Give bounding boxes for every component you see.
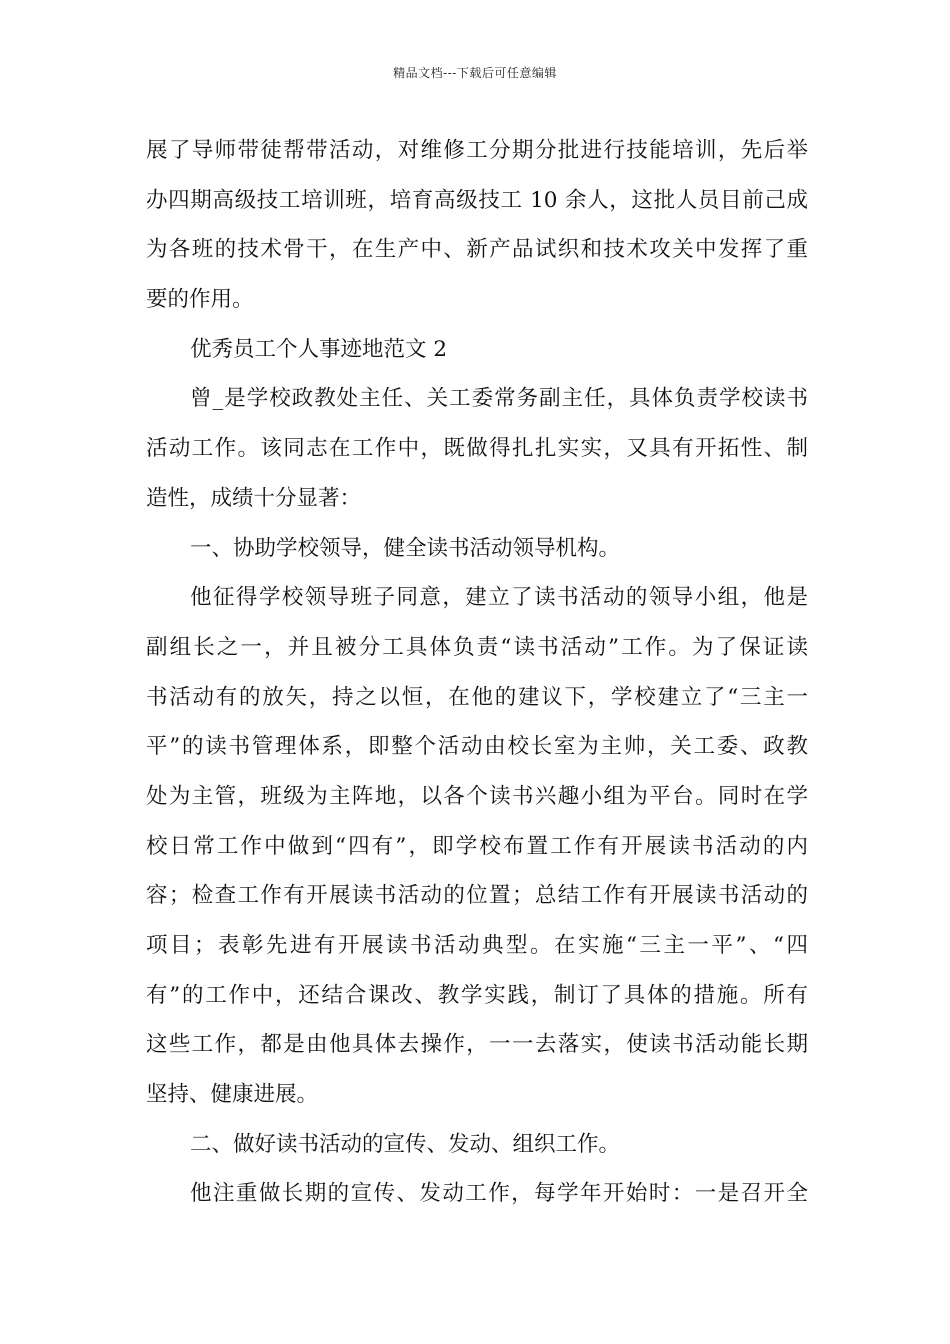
- text-line: 办四期高级技工培训班，培育高级技工 10 余人，这批人员目前己成: [146, 187, 808, 213]
- text-line: 造性，成绩十分显著：: [146, 485, 362, 511]
- document-body: [146, 126, 808, 1219]
- text-line: 校日常工作中做到“四有”，即学校布置工作有开展读书活动的内: [146, 833, 808, 859]
- text-line: 他注重做长期的宣传、发动工作，每学年开始时：一是召开全: [190, 1181, 808, 1207]
- text-line: 这些工作，都是由他具体去操作，一一去落实，使读书活动能长期: [146, 1032, 808, 1058]
- page-header: 精品文档---下载后可任意编辑: [393, 66, 557, 80]
- text-line: 活动工作。该同志在工作中，既做得扎扎实实，又具有开拓性、制: [146, 436, 808, 462]
- text-line: 他征得学校领导班子同意，建立了读书活动的领导小组，他是: [190, 585, 808, 611]
- text-line: 二、做好读书活动的宣传、发动、组织工作。: [190, 1131, 621, 1157]
- text-line: 一、协助学校领导，健全读书活动领导机构。: [190, 535, 621, 561]
- text-line: 要的作用。: [146, 287, 254, 313]
- text-line: 为各班的技术骨干，在生产中、新产品试织和技术攻关中发挥了重: [146, 237, 808, 263]
- text-line: 有”的工作中，还结合课改、教学实践，制订了具体的措施。所有: [146, 982, 808, 1008]
- text-line: 项目；表彰先进有开展读书活动典型。在实施“三主一平”、“四: [146, 933, 808, 958]
- text-line: 展了导师带徒帮带活动，对维修工分期分批进行技能培训，先后举: [146, 138, 808, 163]
- text-line: 容；检查工作有开展读书活动的位置；总结工作有开展读书活动的: [146, 883, 808, 909]
- text-line: 处为主管，班级为主阵地，以各个读书兴趣小组为平台。同时在学: [146, 783, 808, 809]
- text-line: 副组长之一，并且被分工具体负责“读书活动”工作。为了保证读: [146, 634, 808, 660]
- text-line: 平”的读书管理体系，即整个活动由校长室为主帅，关工委、政教: [146, 734, 808, 760]
- text-line: 优秀员工个人事迹地范文 2: [190, 336, 448, 362]
- text-line: 书活动有的放矢，持之以恒，在他的建议下，学校建立了“三主一: [146, 684, 808, 710]
- text-line: 坚持、健康进展。: [146, 1082, 319, 1108]
- text-line: 曾_是学校政教处主任、关工委常务副主任，具体负责学校读书: [190, 386, 808, 412]
